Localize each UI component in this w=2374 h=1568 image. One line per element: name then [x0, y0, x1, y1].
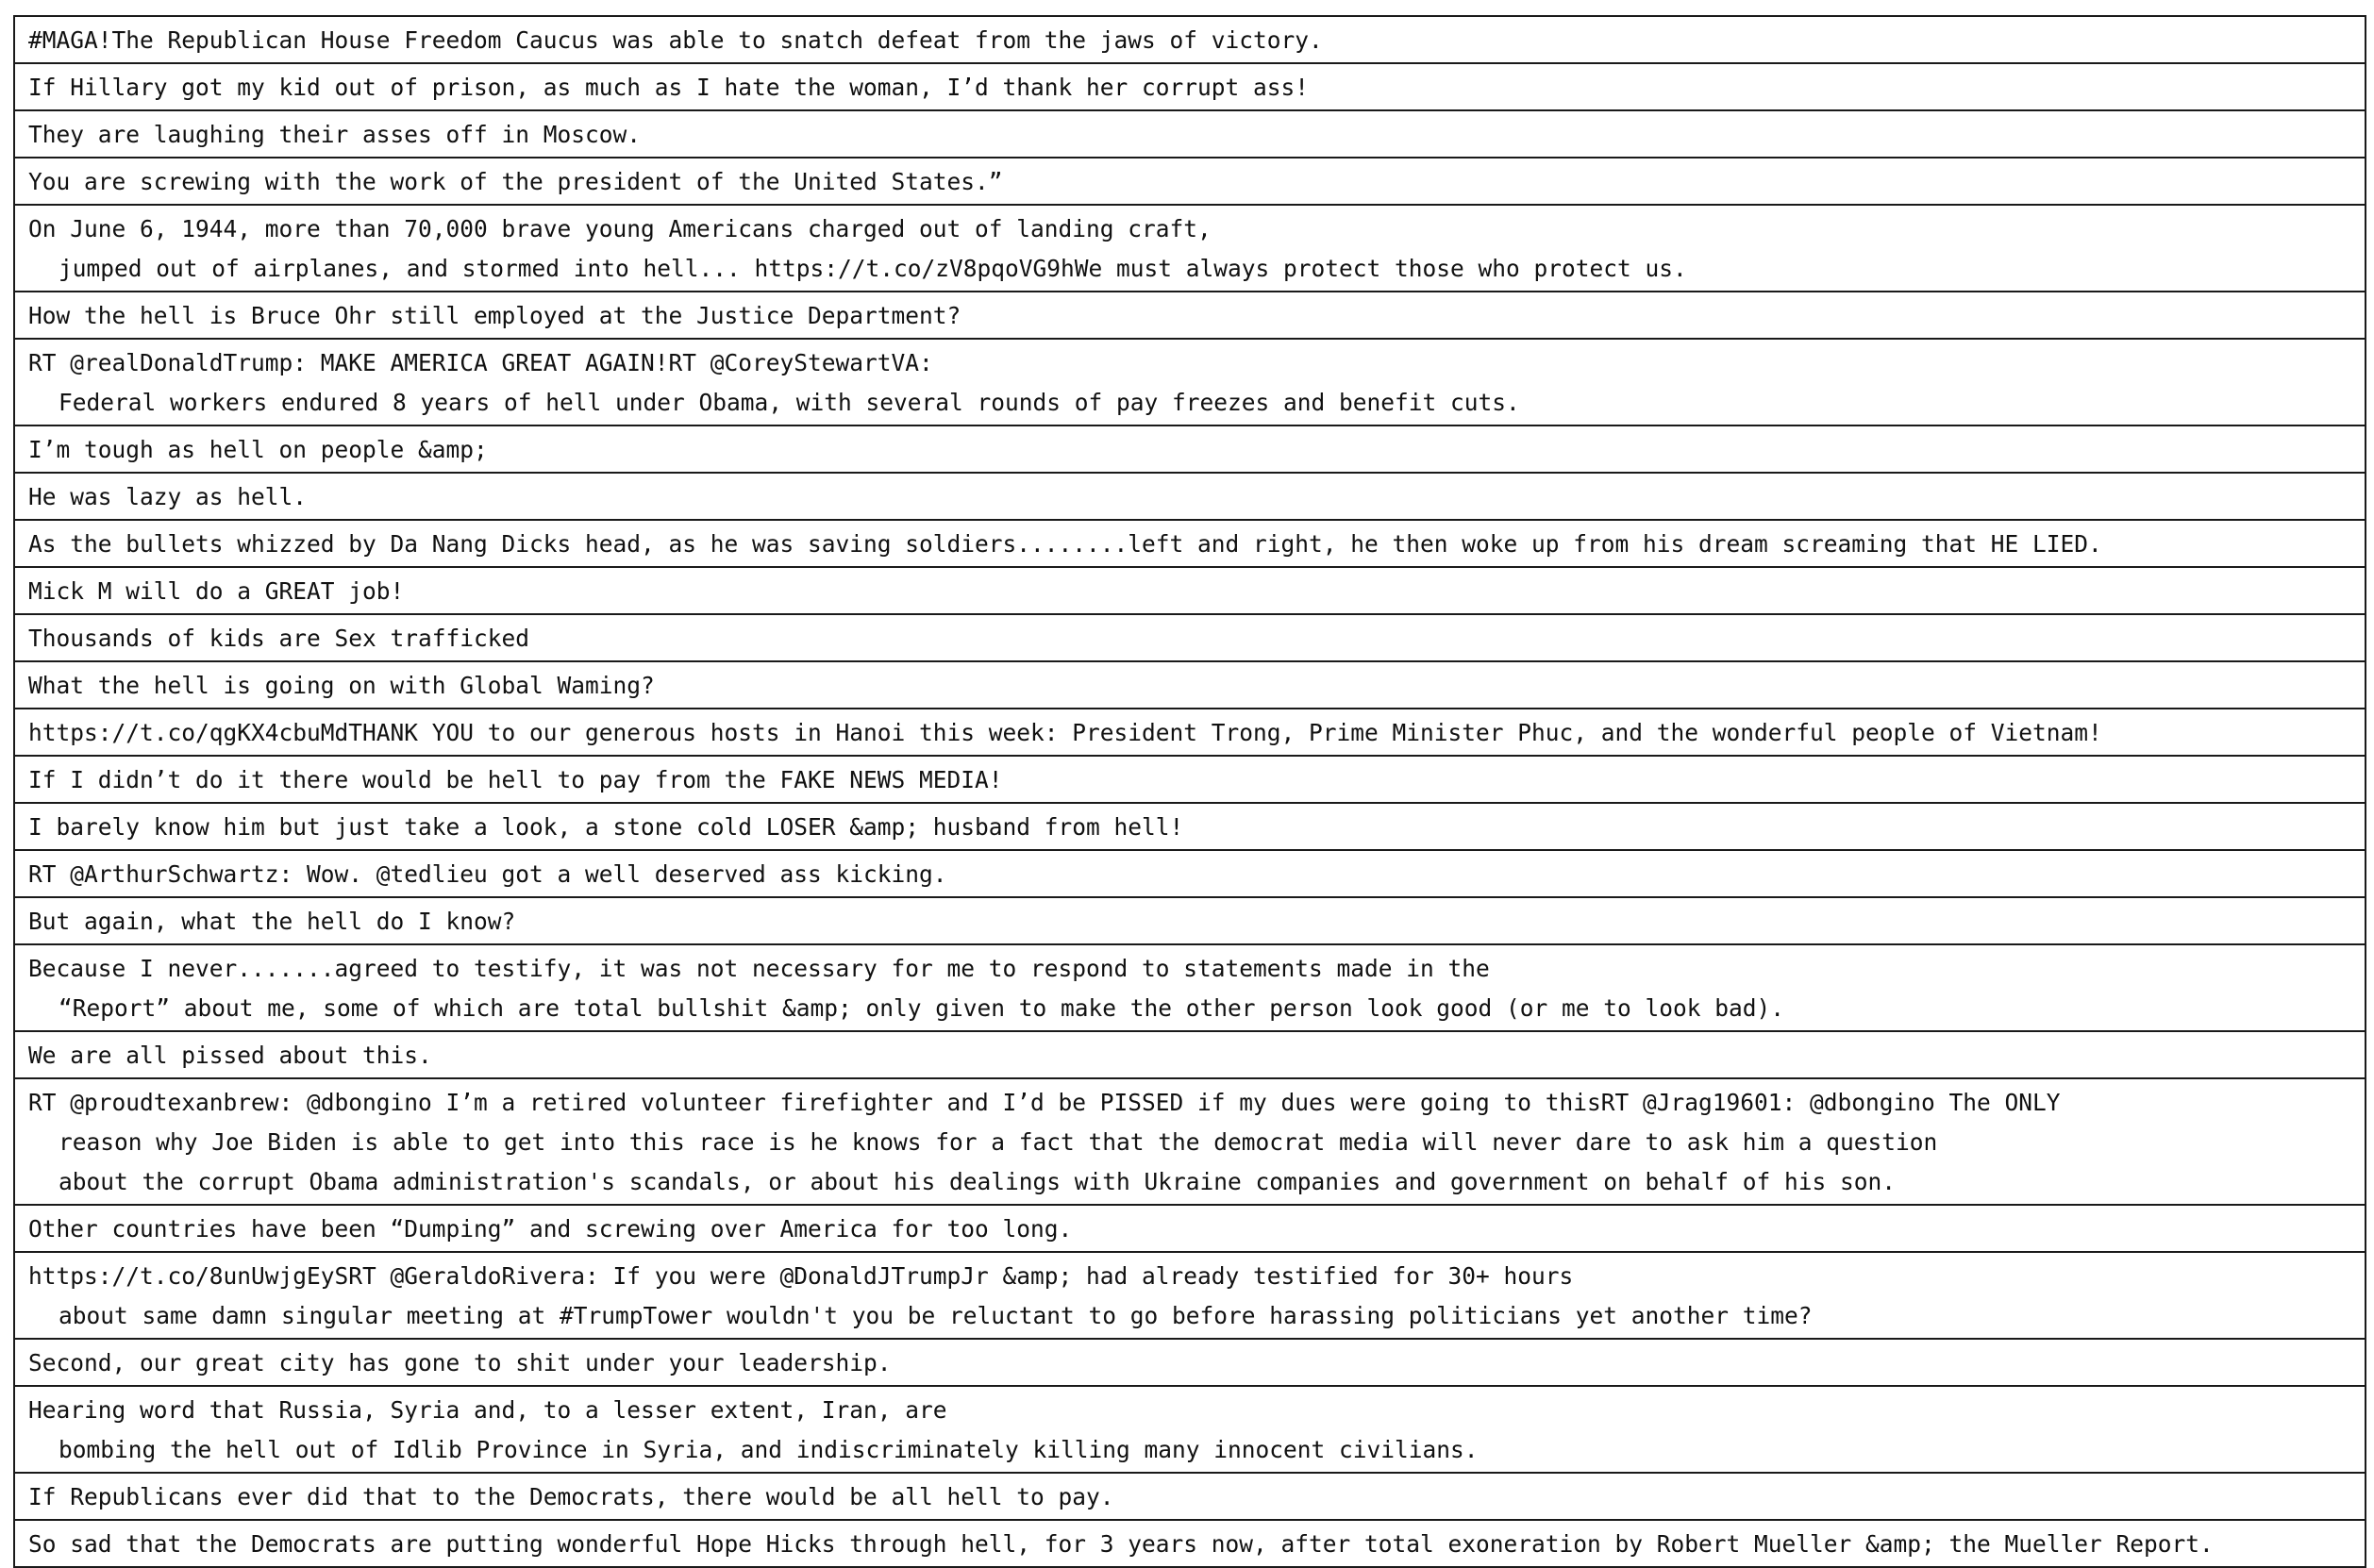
table-row	[15, 338, 2365, 425]
row-text: As the bullets whizzed by Da Nang Dicks head, as he was saving soldiers........left and right, he then woke up from his dream screaming that HE LIED.	[28, 530, 2102, 558]
row-text: Mick M will do a GREAT job!	[28, 577, 405, 605]
table-row	[15, 566, 2365, 613]
row-text: https://t.co/8unUwjgEySRT @GeraldoRivera: If you were @DonaldJTrumpJr &amp; had already testified for 30+ hours	[28, 1262, 1574, 1290]
row-text-continuation: Federal workers endured 8 years of hell under Obama, with several rounds of pay freezes and benefit cuts.	[59, 389, 1520, 416]
table-row	[15, 896, 2365, 943]
row-text: RT @realDonaldTrump: MAKE AMERICA GREAT AGAIN!RT @CoreyStewartVA:	[28, 349, 933, 376]
row-text: How the hell is Bruce Ohr still employed at the Justice Department?	[28, 302, 961, 329]
table-row	[15, 204, 2365, 291]
table-row	[15, 1251, 2365, 1338]
row-text: But again, what the hell do I know?	[28, 908, 516, 935]
table-row	[15, 613, 2365, 660]
table-row	[15, 849, 2365, 896]
table-row	[15, 1472, 2365, 1519]
row-text: Second, our great city has gone to shit under your leadership.	[28, 1349, 892, 1376]
row-text: Hearing word that Russia, Syria and, to a lesser extent, Iran, are	[28, 1396, 947, 1424]
table-row	[15, 291, 2365, 338]
table-row	[15, 1338, 2365, 1385]
row-text: #MAGA!The Republican House Freedom Caucus was able to snatch defeat from the jaws of victory.	[28, 26, 1323, 54]
row-text-continuation: “Report” about me, some of which are total bullshit &amp; only given to make the other person look good (or me to look bad).	[59, 994, 1785, 1022]
row-text: He was lazy as hell.	[28, 483, 308, 510]
row-text: Because I never.......agreed to testify, it was not necessary for me to respond to statements made in the	[28, 955, 1490, 982]
table-row	[15, 1385, 2365, 1472]
table-row	[15, 1519, 2365, 1566]
table-row	[15, 660, 2365, 708]
table-row	[15, 157, 2365, 204]
row-text: Other countries have been “Dumping” and screwing over America for too long.	[28, 1215, 1073, 1243]
table-row	[15, 425, 2365, 472]
table-row	[15, 943, 2365, 1030]
row-text: If I didn’t do it there would be hell to pay from the FAKE NEWS MEDIA!	[28, 766, 1003, 793]
table-row	[15, 1030, 2365, 1077]
row-text-continuation: bombing the hell out of Idlib Province in Syria, and indiscriminately killing many innocent civilians.	[59, 1436, 1479, 1463]
row-text: Thousands of kids are Sex trafficked	[28, 625, 530, 652]
table-row	[15, 1204, 2365, 1251]
row-text: https://t.co/qgKX4cbuMdTHANK YOU to our generous hosts in Hanoi this week: President Trong, Prime Minister Phuc, and the wonderful people of Vietnam!	[28, 719, 2102, 746]
row-text: We are all pissed about this.	[28, 1042, 432, 1069]
row-text: You are screwing with the work of the president of the United States.”	[28, 168, 1003, 195]
table-row	[15, 708, 2365, 755]
row-text: They are laughing their asses off in Moscow.	[28, 121, 642, 148]
row-text-continuation: about same damn singular meeting at #TrumpTower wouldn't you be reluctant to go before harassing politicians yet another time?	[59, 1302, 1813, 1329]
table-row	[15, 109, 2365, 157]
table-row	[15, 62, 2365, 109]
row-text: If Hillary got my kid out of prison, as much as I hate the woman, I’d thank her corrupt ass!	[28, 74, 1310, 101]
table-row	[15, 1077, 2365, 1204]
row-text: RT @ArthurSchwartz: Wow. @tedlieu got a well deserved ass kicking.	[28, 860, 947, 888]
table-row	[15, 472, 2365, 519]
row-text: If Republicans ever did that to the Democrats, there would be all hell to pay.	[28, 1483, 1114, 1510]
row-text: So sad that the Democrats are putting wonderful Hope Hicks through hell, for 3 years now, after total exoneration by Robert Mueller &amp; the Mueller Report.	[28, 1530, 2214, 1558]
row-text: On June 6, 1944, more than 70,000 brave young Americans charged out of landing craft,	[28, 215, 1212, 242]
table-row	[15, 755, 2365, 802]
row-text: I’m tough as hell on people &amp;	[28, 436, 488, 463]
row-text: What the hell is going on with Global Waming?	[28, 672, 655, 699]
table-row	[15, 17, 2365, 62]
table-row	[15, 519, 2365, 566]
table-row	[15, 802, 2365, 849]
row-text-continuation: reason why Joe Biden is able to get into this race is he knows for a fact that the democrat media will never dare to ask him a question	[59, 1128, 1938, 1156]
row-text-continuation: about the corrupt Obama administration's scandals, or about his dealings with Ukraine companies and government on behalf of his son.	[59, 1168, 1897, 1195]
row-text-continuation: jumped out of airplanes, and stormed into hell... https://t.co/zV8pqoVG9hWe must always protect those who protect us.	[59, 255, 1687, 282]
row-text: I barely know him but just take a look, a stone cold LOSER &amp; husband from hell!	[28, 813, 1184, 841]
quote-table	[13, 15, 2366, 1568]
row-text: RT @proudtexanbrew: @dbongino I’m a retired volunteer firefighter and I’d be PISSED if my dues were going to thisRT @Jrag19601: @dbongino The ONLY	[28, 1089, 2061, 1116]
